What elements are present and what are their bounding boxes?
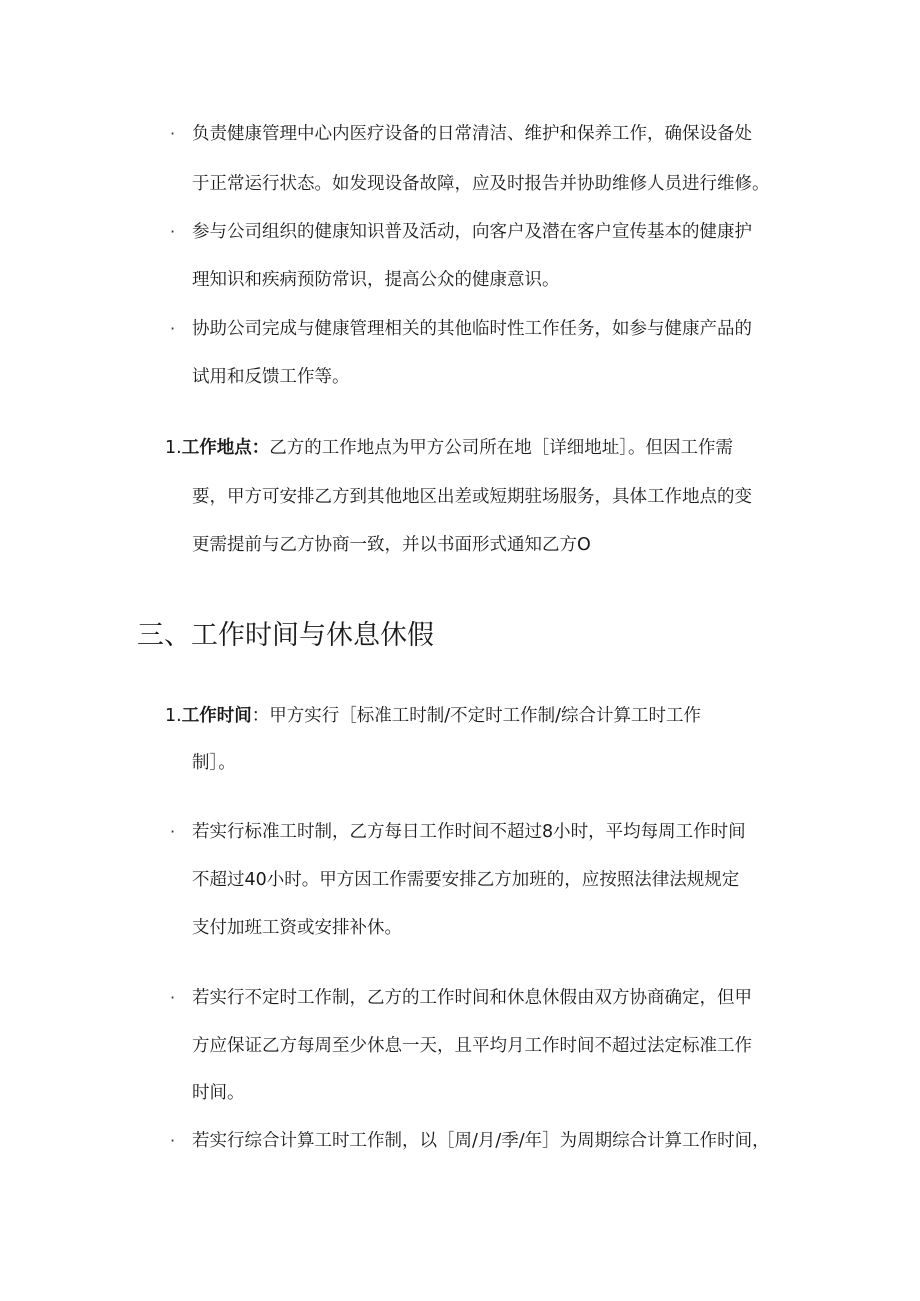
paragraph-line: 若实行标准工时制，乙方每日工作时间不超过8小时，平均每周工作时间 bbox=[192, 822, 746, 842]
work-time-label: 工作时间 bbox=[181, 706, 252, 726]
bullet-marker: · bbox=[170, 222, 176, 241]
bullet-marker: · bbox=[170, 1131, 176, 1150]
paragraph-line: 参与公司组织的健康知识普及活动，向客户及潜在客户宣传基本的健康护 bbox=[192, 222, 752, 242]
paragraph-line: 制］。 bbox=[192, 753, 236, 773]
work-location-text: 乙方的工作地点为甲方公司所在地［详细地址］。但因工作需 bbox=[269, 438, 733, 458]
paragraph-line: 若实行不定时工作制，乙方的工作时间和休息休假由双方协商确定，但甲 bbox=[192, 988, 752, 1008]
bullet-marker: · bbox=[170, 124, 176, 143]
list-number: 1. bbox=[165, 438, 182, 458]
list-number: 1. bbox=[165, 706, 182, 726]
paragraph-line: 试用和反馈工作等。 bbox=[192, 367, 350, 387]
bullet-marker: · bbox=[170, 988, 176, 1007]
paragraph-line: 于正常运行状态。如发现设备故障，应及时报告并协助维修人员进行维修。 bbox=[192, 174, 770, 194]
paragraph-line: 理知识和疾病预防常识，提高公众的健康意识。 bbox=[192, 270, 560, 290]
paragraph-line: 若实行综合计算工时工作制，以［周/月/季/年］为周期综合计算工作时间， bbox=[192, 1131, 770, 1151]
bullet-marker: · bbox=[170, 319, 176, 338]
work-time-first-line bbox=[165, 704, 701, 728]
paragraph-line: 不超过40小时。甲方因工作需要安排乙方加班的，应按照法律法规规定 bbox=[192, 870, 740, 890]
paragraph-line: 协助公司完成与健康管理相关的其他临时性工作任务，如参与健康产品的 bbox=[192, 319, 752, 339]
paragraph-line: 要，甲方可安排乙方到其他地区出差或短期驻场服务，具体工作地点的变 bbox=[192, 487, 752, 507]
paragraph-line: 方应保证乙方每周至少休息一天，且平均月工作时间不超过法定标准工作 bbox=[192, 1036, 752, 1056]
paragraph-line: 时间。 bbox=[192, 1083, 245, 1103]
section-heading: 三、工作时间与休息休假 bbox=[137, 620, 434, 651]
paragraph-line: 支付加班工资或安排补休。 bbox=[192, 918, 402, 938]
bullet-marker: · bbox=[170, 822, 176, 841]
paragraph-line: 负责健康管理中心内医疗设备的日常清洁、维护和保养工作，确保设备处 bbox=[192, 124, 752, 144]
work-location-label: 工作地点： bbox=[181, 438, 270, 458]
work-time-text: ：甲方实行［标准工时制/不定时工作制/综合计算工时工作 bbox=[251, 706, 701, 726]
work-location-first-line bbox=[165, 436, 733, 460]
paragraph-line: 更需提前与乙方协商一致，并以书面形式通知乙方O bbox=[192, 535, 591, 555]
